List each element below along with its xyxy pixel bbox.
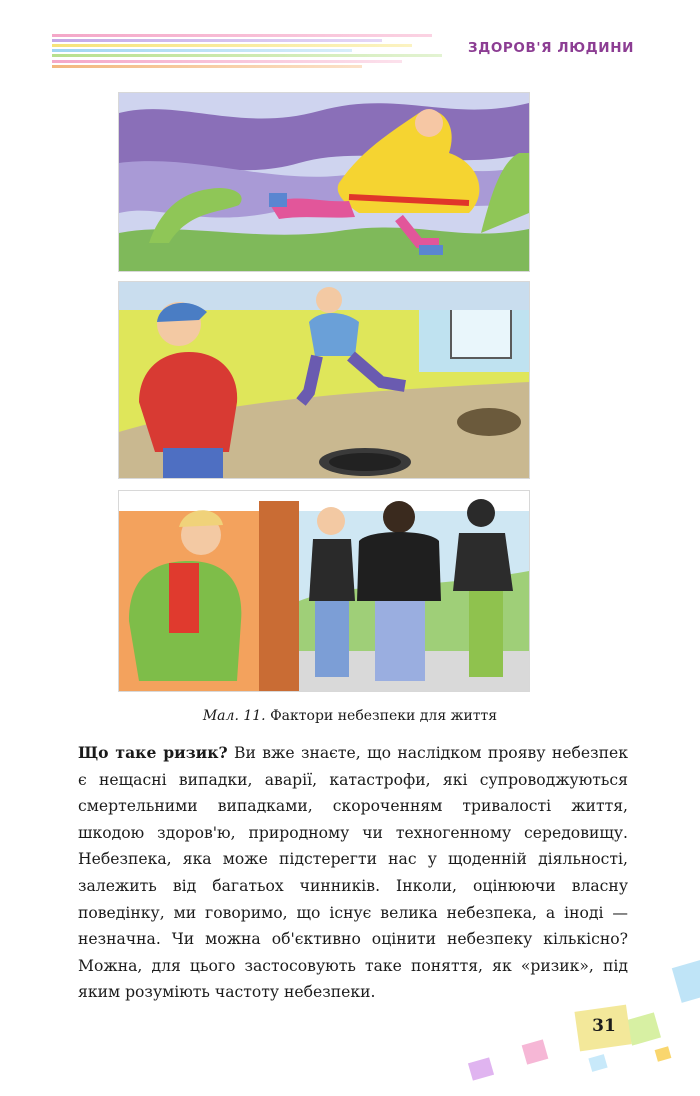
- decorative-square: [588, 1054, 607, 1072]
- stripe: [52, 34, 432, 37]
- illustration-storm-scene: [118, 92, 530, 272]
- page-number: 31: [592, 1016, 616, 1036]
- illustration-street-strangers-scene: [118, 490, 530, 692]
- section-heading: Що таке ризик?: [78, 743, 228, 762]
- paragraph-text: Ви вже знаєте, що наслідком прояву небезпек є нещасні випадки, аварії, катастрофи, які супроводжуються смертельними випадками, скороченням тривалості життя, шкодою здоров'ю, природному чи техногенному середовищу. Небезпека, яка може підстерегти нас у щоденній діяльності, залежить від багатьох чинників. Інколи, оцінюючи власну поведінку, ми говоримо, що існує велика небезпека, а іноді — незначна. Чи можна об'єктивно оцінити небезпеку кількісно? Можна, для цього застосовують таке поняття, як «ризик», під яким розуміють частоту небезпеки.: [78, 744, 628, 1002]
- stripe: [52, 39, 382, 42]
- figure-caption: [0, 708, 700, 724]
- stripe: [52, 60, 402, 63]
- chapter-title: ЗДОРОВ'Я ЛЮДИНИ: [468, 40, 634, 56]
- stripe: [52, 49, 352, 52]
- decorative-square: [672, 957, 700, 1003]
- figure-caption-text: Фактори небезпеки для життя: [270, 708, 498, 724]
- figure-caption-label: Мал. 11.: [202, 708, 266, 724]
- decorative-square: [655, 1046, 672, 1061]
- stripe: [52, 44, 412, 47]
- body-paragraph: [78, 740, 628, 1006]
- decorative-square: [468, 1057, 494, 1080]
- decorative-square: [522, 1039, 549, 1064]
- illustration-street-manhole-scene: [118, 281, 530, 479]
- stripe: [52, 54, 442, 57]
- stripe: [52, 65, 362, 68]
